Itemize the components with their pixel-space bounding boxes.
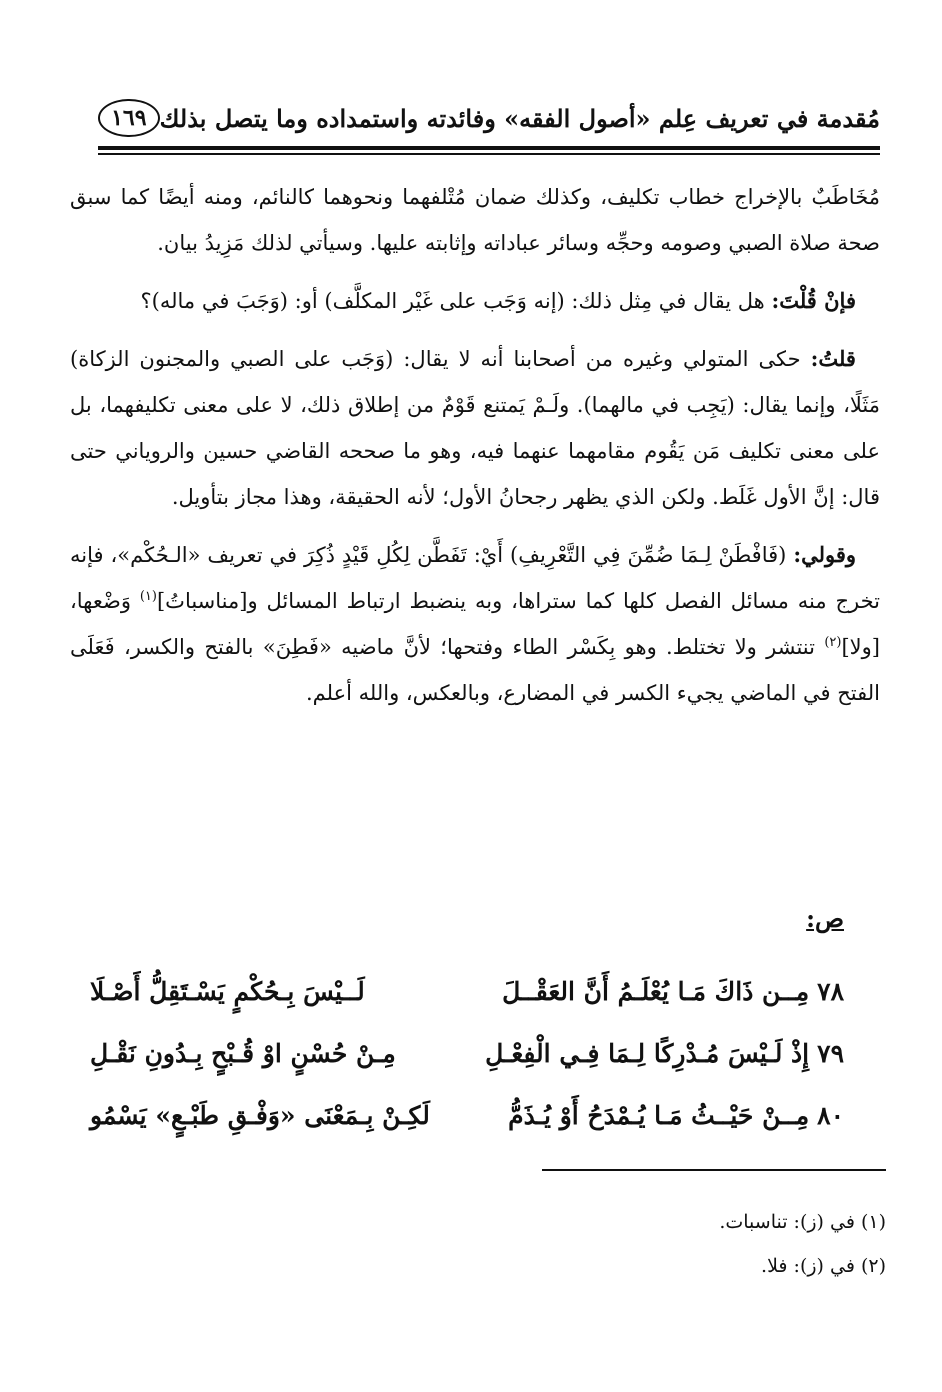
verse-first-hemistich	[467, 1039, 844, 1068]
verse-first-hemistich-text: مِــن ذَاكَ مَـا يُعْلَـمُ أَنَّ العَقْــلَ	[502, 976, 810, 1006]
header-title: مُقدمة في تعريف عِلم «أصول الفقه» وفائدته واستمداده وما يتصل بذلك	[159, 103, 880, 133]
header-rule-thick	[98, 146, 880, 150]
header-rule-thin	[98, 153, 880, 155]
verse-first-hemistich-text: مِــنْ حَيْــثُ مَـا يُـمْدَحُ أَوْ يُـذَمُّ	[508, 1100, 810, 1130]
verse-number: ٧٩	[817, 1038, 844, 1068]
footnote-ref-2: (٢)	[824, 635, 842, 650]
footnotes	[286, 1200, 886, 1288]
page-number-badge: ١٦٩	[98, 99, 160, 137]
paragraph-3-lead: قلتُ:	[810, 346, 856, 371]
paragraph-4-text-b: وَضْعها، [ولا]	[70, 589, 880, 659]
verse-line	[90, 960, 844, 1022]
verse-second-hemistich: لَكِـنْ بِـمَعْنَى «وَفْـقِ طَبْـعٍ» يَسْمُو	[90, 1100, 430, 1130]
paragraph-2-lead: فإنْ قُلْتَ:	[771, 288, 856, 313]
footnote-separator	[542, 1169, 886, 1171]
verse-second-hemistich: مِـنْ حُسْنٍ اوْ قُـبْحٍ بِـدُونِ نَقْـلِ	[90, 1038, 396, 1068]
verse-number: ٧٨	[817, 976, 844, 1006]
paragraph-4	[70, 532, 880, 716]
section-mark: ص:	[806, 904, 844, 933]
paragraph-3-text: حكى المتولي وغيره من أصحابنا أنه لا يقال: (وَجَب على الصبي والمجنون الزكاة) مَثَلًا، وإنما يقال: (يَجِب في مالهما). ولَـمْ يَمتنع قَوْمٌ من إطلاق ذلك، لا على معنى تكليفهما، بل على معنى تكليف مَن يَقُوم مقامهما عنهما فيه، وهو ما صححه القاضي حسين والروياني حتى قال: إنَّ الأول غَلَط. ولكن الذي يظهر رجحانُ الأول؛ لأنه الحقيقة، وهذا مجاز بتأويل.	[70, 347, 880, 509]
verse-first-hemistich	[467, 977, 844, 1006]
verse-first-hemistich-text: إِذْ لَـيْسَ مُـدْرِكًا لِـمَا فِـي الْفِعْـلِ	[485, 1038, 810, 1068]
paragraph-4-text-a: (فَافْطَنْ لِـمَا ضُمِّنَ فِي التَّعْرِيفِ) أَيْ: تَفَطَّن لِكُلِ قَيْدٍ ذُكِرَ في تعريف «الـحُكْم»، فإنه تخرج منه مسائل الفصل كلها كما ستراها، وبه ينضبط ارتباط المسائل و[مناسباتُ]	[70, 543, 880, 613]
paragraph-3	[70, 336, 880, 520]
paragraph-2-text: هل يقال في مِثل ذلك: (إنه وَجَب على غَيْر المكلَّف) أو: (وَجَبَ في ماله)؟	[140, 289, 765, 313]
verse-first-hemistich	[467, 1101, 844, 1130]
poem-verses	[90, 960, 844, 1146]
verse-line	[90, 1022, 844, 1084]
verse-second-hemistich: لَــيْسَ بِـحُكْمٍ يَسْـتَقِلُّ أَصْـلَا	[90, 976, 365, 1006]
verse-line	[90, 1084, 844, 1146]
main-text	[70, 174, 880, 728]
footnote-ref-1: (١)	[139, 589, 157, 604]
paragraph-4-lead: وقولي:	[793, 542, 856, 567]
paragraph-2	[70, 278, 880, 324]
footnote-2: (٢) في (ز): فلا.	[761, 1255, 886, 1277]
running-header	[98, 96, 880, 140]
paragraph-4-text-c: تنتشر ولا تختلط. وهو بِكَسْر الطاء وفتحها؛ لأنَّ ماضيه «فَطِنَ» بالفتح والكسر، فَعَلَى الفتح في الماضي يجيء الكسر في المضارع، وبالعكس، والله أعلم.	[70, 635, 880, 705]
verse-number: ٨٠	[817, 1100, 844, 1130]
footnote-1: (١) في (ز): تناسبات.	[719, 1211, 886, 1233]
paragraph-1: مُخَاطَبٌ بالإخراج خطاب تكليف، وكذلك ضمان مُتْلفهما ونحوهما كالنائم، ومنه أيضًا كما سبق صحة صلاة الصبي وصومه وحجِّه وسائر عباداته وإثابته عليها. وسيأتي لذلك مَزِيدُ بيان.	[70, 185, 880, 255]
